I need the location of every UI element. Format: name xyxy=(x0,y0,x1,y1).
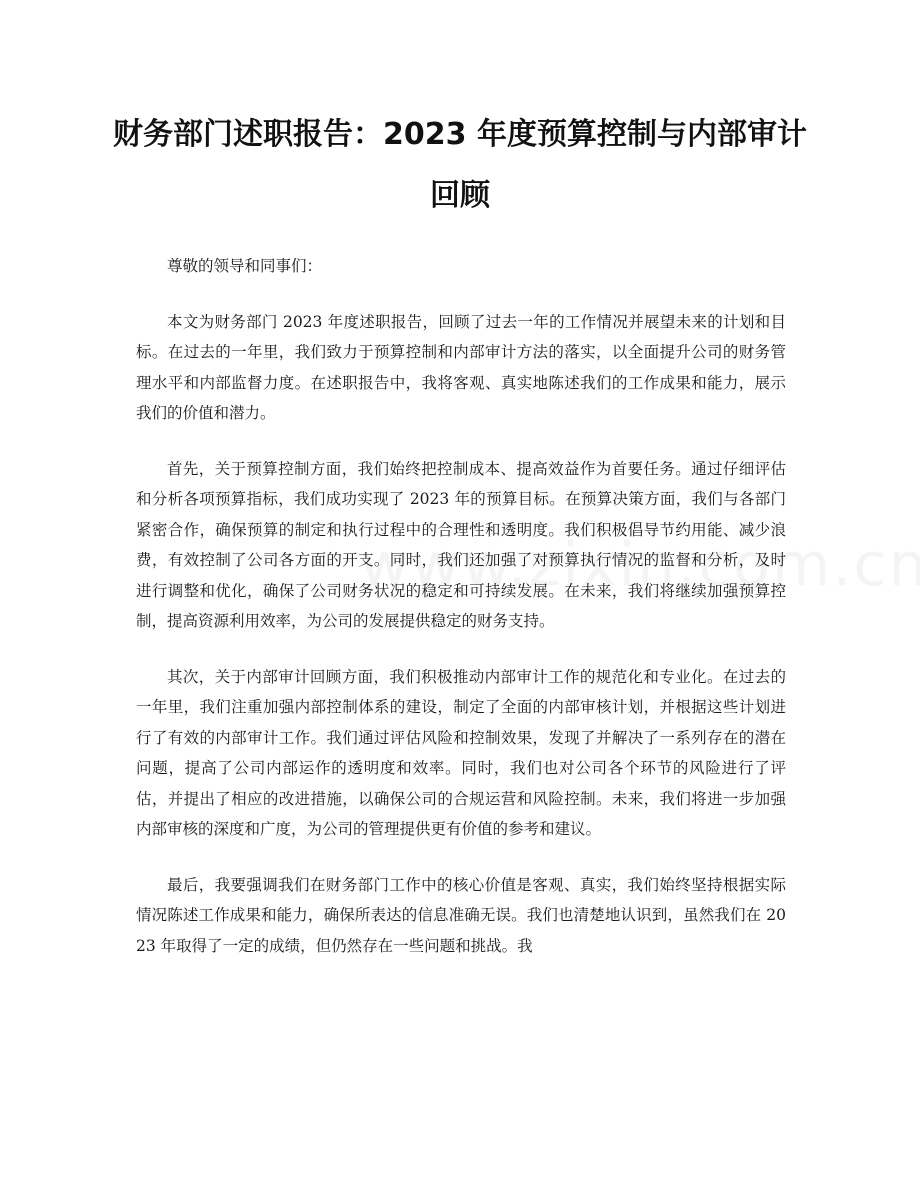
paragraph-intro: 本文为财务部门 2023 年度述职报告，回顾了过去一年的工作情况并展望未来的计划和目标。在过去的一年里，我们致力于预算控制和内部审计方法的落实，以全面提升公司的财务管理水平和内部监督力度。在述职报告中，我将客观、真实地陈述我们的工作成果和能力，展示我们的价值和潜力。 xyxy=(136,312,786,422)
document-body xyxy=(136,251,786,986)
paragraph-budget-control: 首先，关于预算控制方面，我们始终把控制成本、提高效益作为首要任务。通过仔细评估和分析各项预算指标，我们成功实现了 2023 年的预算目标。在预算决策方面，我们与各部门紧密合作，确保预算的制定和执行过程中的合理性和透明度。我们积极倡导节约用能、减少浪费，有效控制了公司各方面的开支。同时，我们还加强了对预算执行情况的监督和分析，及时进行调整和优化，确保了公司财务状况的稳定和可持续发展。在未来，我们将继续加强预算控制，提高资源利用效率，为公司的发展提供稳定的财务支持。 xyxy=(136,459,786,630)
paragraph-conclusion: 最后，我要强调我们在财务部门工作中的核心价值是客观、真实，我们始终坚持根据实际情况陈述工作成果和能力，确保所表达的信息准确无误。我们也清楚地认识到，虽然我们在 2023 年取得了一定的成绩，但仍然存在一些问题和挑战。我 xyxy=(136,875,786,955)
paragraph-internal-audit: 其次，关于内部审计回顾方面，我们积极推动内部审计工作的规范化和专业化。在过去的一年里，我们注重加强内部控制体系的建设，制定了全面的内部审核计划，并根据这些计划进行了有效的内部审计工作。我们通过评估风险和控制效果，发现了并解决了一系列存在的潜在问题，提高了公司内部运作的透明度和效率。同时，我们也对公司各个环节的风险进行了评估，并提出了相应的改进措施，以确保公司的合规运营和风险控制。未来，我们将进一步加强内部审核的深度和广度，为公司的管理提供更有价值的参考和建议。 xyxy=(136,667,786,838)
document-title: 财务部门述职报告：2023 年度预算控制与内部审计回顾 xyxy=(113,117,807,213)
greeting: 尊敬的领导和同事们： xyxy=(167,257,323,275)
